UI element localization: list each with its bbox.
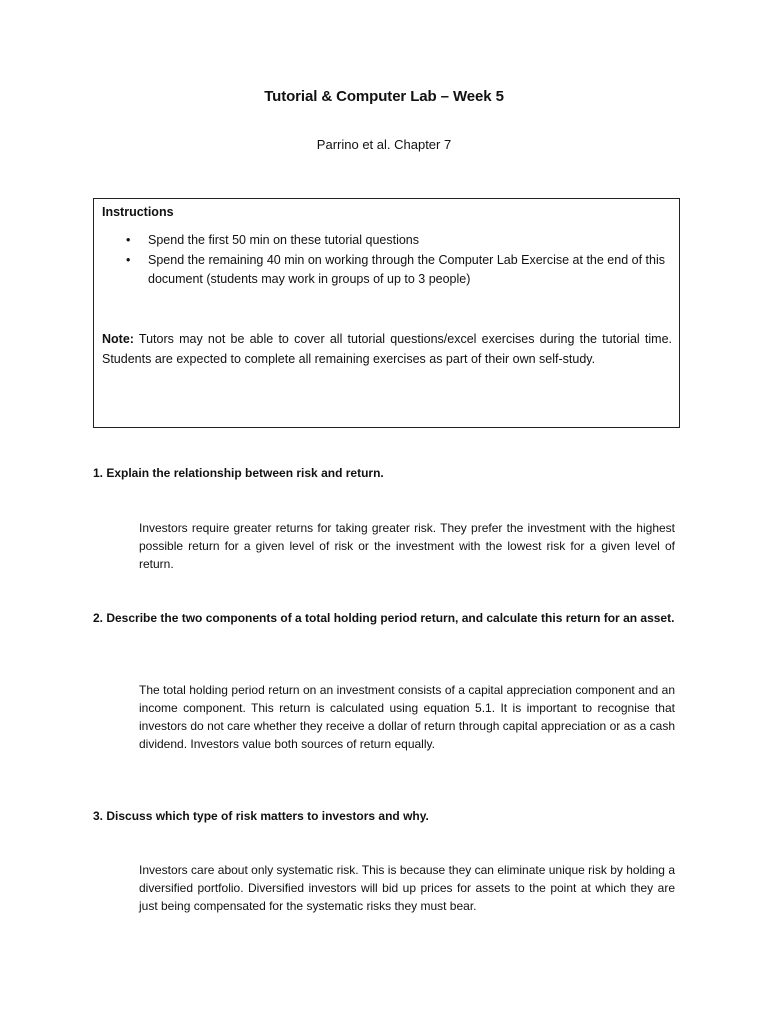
document-title: Tutorial & Computer Lab – Week 5 <box>264 88 504 105</box>
answer-2: The total holding period return on an investment consists of a capital appreciation component and an income component. This return is calculated using equation 5.1. It is important to recognise that investors do not care whether they receive a dollar of return through capital appreciation or as a cash dividend. Investors value both sources of return equally. <box>139 683 675 751</box>
bullet-icon: • <box>126 233 131 247</box>
note-label: Note: <box>102 332 134 346</box>
document-subtitle: Parrino et al. Chapter 7 <box>316 137 452 152</box>
question-2: 2. Describe the two components of a total holding period return, and calculate this return for an asset. <box>93 611 675 625</box>
note-text: Tutors may not be able to cover all tutorial questions/excel exercises during the tutorial time. Students are expected to complete all remaining exercises as part of their own self-study. <box>102 332 672 366</box>
instructions-box <box>93 198 680 428</box>
instructions-heading: Instructions <box>102 205 174 219</box>
question-1: 1. Explain the relationship between risk and return. <box>93 466 384 480</box>
instruction-text: Spend the remaining 40 min on working through the Computer Lab Exercise at the end of this document (students may work in groups of up to 3 people) <box>148 252 665 286</box>
answer-1: Investors require greater returns for taking greater risk. They prefer the investment with the highest possible return for a given level of risk or the investment with the lowest risk for a given level of return. <box>139 521 675 571</box>
bullet-icon: • <box>126 252 131 267</box>
instruction-text: Spend the first 50 min on these tutorial questions <box>148 233 419 247</box>
instruction-item <box>102 251 667 290</box>
instructions-list <box>102 231 667 290</box>
question-3: 3. Discuss which type of risk matters to investors and why. <box>93 809 429 823</box>
instructions-note <box>102 330 672 369</box>
instruction-item <box>102 231 667 251</box>
answer-3: Investors care about only systematic risk. This is because they can eliminate unique risk by holding a diversified portfolio. Diversified investors will bid up prices for assets to the point at which they are just being compensated for the systematic risks they must bear. <box>139 863 675 913</box>
